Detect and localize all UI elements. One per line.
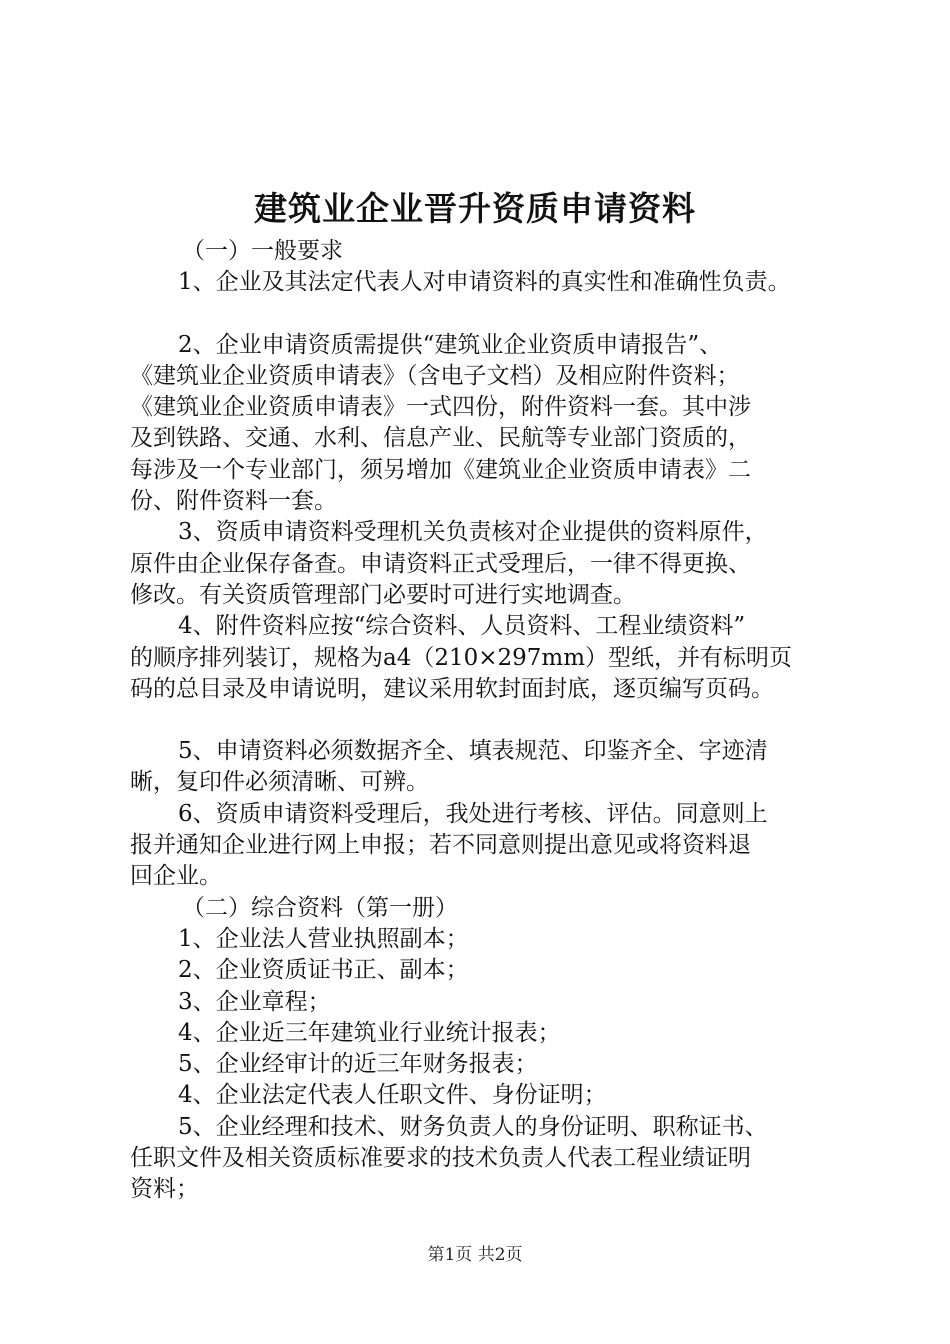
blank-line bbox=[130, 705, 850, 736]
paragraph-line: 4、附件资料应按“综合资料、人员资料、工程业绩资料” bbox=[178, 613, 746, 640]
list-item: 4、企业近三年建筑业行业统计报表； bbox=[178, 1019, 561, 1046]
list-item: 5、企业经理和技术、财务负责人的身份证明、职称证书、 bbox=[178, 1113, 768, 1140]
paragraph-line: 回企业。 bbox=[130, 863, 222, 890]
paragraph-line: 修改。有关资质管理部门必要时可进行实地调查。 bbox=[130, 581, 636, 608]
list-item: 5、企业经审计的近三年财务报表； bbox=[178, 1051, 538, 1078]
paragraph-line: 及到铁路、交通、水利、信息产业、民航等专业部门资质的， bbox=[130, 425, 751, 452]
page-footer: 第1页 共2页 bbox=[427, 1245, 523, 1265]
paragraph-line: 1、企业及其法定代表人对申请资料的真实性和准确性负责。 bbox=[178, 269, 791, 296]
paragraph-line: 原件由企业保存备查。申请资料正式受理后，一律不得更换、 bbox=[130, 550, 751, 577]
paragraph-line: 码的总目录及申请说明，建议采用软封面封底，逐页编写页码。 bbox=[130, 675, 774, 702]
paragraph-line: 5、申请资料必须数据齐全、填表规范、印鉴齐全、字迹清 bbox=[178, 738, 768, 765]
paragraph-line: 的顺序排列装订，规格为a4（210×297mm）型纸，并有标明页 bbox=[130, 644, 793, 671]
blank-line bbox=[130, 299, 850, 330]
list-item: 资料； bbox=[130, 1176, 199, 1203]
document-title: 建筑业企业晋升资质申请资料 bbox=[254, 189, 696, 228]
section-heading-general-materials: （二）综合资料（第一册） bbox=[182, 894, 458, 921]
list-item: 任职文件及相关资质标准要求的技术负责人代表工程业绩证明 bbox=[130, 1145, 751, 1172]
paragraph-line: 份、附件资料一套。 bbox=[130, 488, 337, 515]
paragraph-line: 3、资质申请资料受理机关负责核对企业提供的资料原件， bbox=[178, 519, 768, 546]
list-item: 3、企业章程； bbox=[178, 988, 331, 1015]
paragraph-line: 晰，复印件必须清晰、可辨。 bbox=[130, 769, 429, 796]
list-item: 2、企业资质证书正、副本； bbox=[178, 957, 469, 984]
paragraph-line: 6、资质申请资料受理后，我处进行考核、评估。同意则上 bbox=[178, 800, 768, 827]
paragraph-line: 每涉及一个专业部门，须另增加《建筑业企业资质申请表》二 bbox=[130, 456, 751, 483]
document-body bbox=[130, 236, 850, 1206]
paragraph-line: 报并通知企业进行网上申报；若不同意则提出意见或将资料退 bbox=[130, 832, 751, 859]
paragraph-line: 2、企业申请资质需提供“建筑业企业资质申请报告”、 bbox=[178, 331, 723, 358]
list-item: 4、企业法定代表人任职文件、身份证明； bbox=[178, 1082, 607, 1109]
list-item: 1、企业法人营业执照副本； bbox=[178, 925, 469, 952]
paragraph-line: 《建筑业企业资质申请表》一式四份，附件资料一套。其中涉 bbox=[130, 394, 751, 421]
paragraph-line: 《建筑业企业资质申请表》（含电子文档）及相应附件资料； bbox=[130, 362, 740, 389]
section-heading-general: （一）一般要求 bbox=[182, 238, 343, 264]
